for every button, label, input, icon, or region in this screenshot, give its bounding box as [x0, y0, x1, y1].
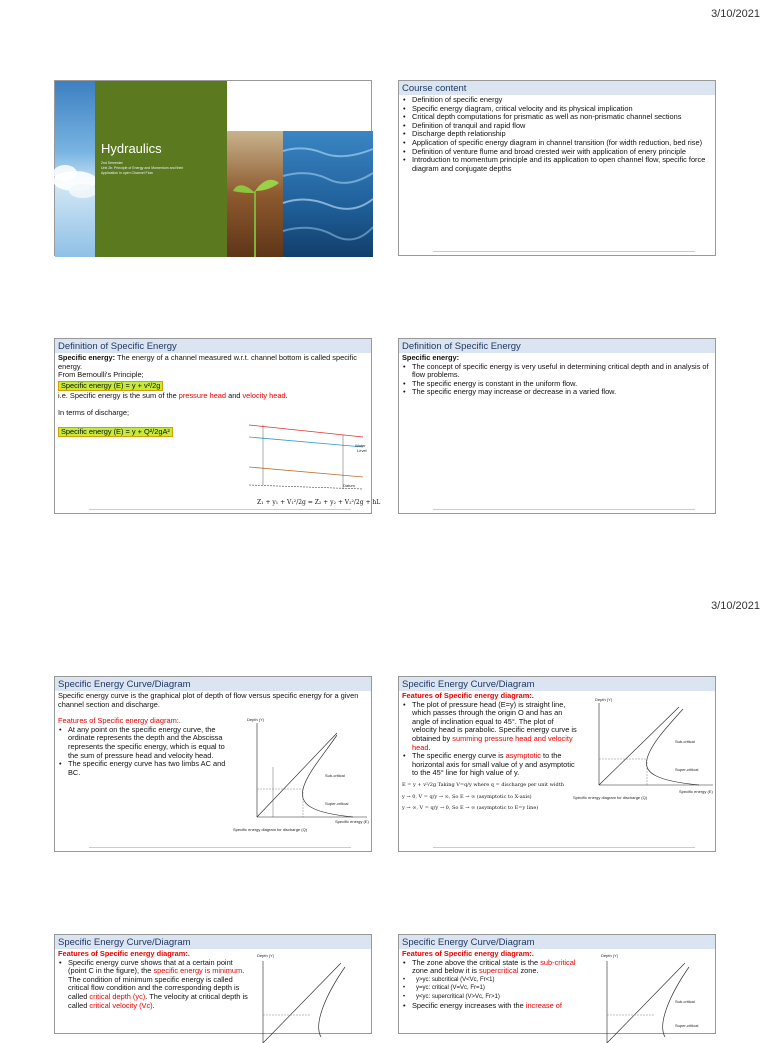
slide-title: Course content: [399, 81, 715, 95]
slide-subtitle-2: Unit 2b: Principle of Energy and Momentum and their: [101, 166, 184, 170]
slide-title: Specific Energy Curve/Diagram: [55, 935, 371, 949]
sub-critical-label: Sub-critical: [675, 739, 695, 744]
page-date-middle: 3/10/2021: [711, 600, 760, 612]
slide-title: Specific Energy Curve/Diagram: [55, 677, 371, 691]
list-item: • The specific energy may increase or decrease in a varied flow.: [402, 388, 712, 397]
features-heading: Features of Specific energy diagram:.: [58, 949, 190, 958]
sub-critical-label: Sub-critical: [675, 999, 695, 1004]
slide-footer: [399, 846, 715, 849]
list-item: • Specific energy curve shows that at a certain point (point C in the figure), the specific energy is minimum. The condition of minimum specific energy is called critical flow condition and the corresponding depth is called critical depth (yc). The velocity at critical depth is called critical velocity (Vc).: [58, 959, 248, 1011]
intro-paragraph: Specific energy curve is the graphical plot of depth of flow versus specific energy for a given channel section and discharge.: [58, 691, 359, 709]
page-date-top: 3/10/2021: [711, 8, 760, 20]
features-heading: Features of Specific energy diagram:.: [58, 716, 181, 726]
features-list: [58, 959, 248, 1011]
axis-x-label: Specific energy (E): [335, 819, 369, 824]
slide-title: Specific Energy Curve/Diagram: [399, 677, 715, 691]
list-item: • Discharge depth relationship: [402, 130, 712, 139]
slide-specific-energy-curve-4: [398, 934, 716, 1034]
equation-specific-energy-discharge: Specific energy (E) = y + Q²/2gA²: [58, 427, 173, 438]
list-item: • Application of specific energy diagram in channel transition (for width reduction, bed rise): [402, 139, 712, 148]
sky-image: [55, 81, 95, 257]
axis-y-label: Depth (Y): [257, 953, 275, 958]
water-level-label: Water: [355, 443, 366, 448]
definition-paragraph: Specific energy: The energy of a channel measured w.r.t. channel bottom is called specific energy.: [58, 353, 357, 371]
axis-y-label: Depth (Y): [595, 697, 613, 702]
list-item: • Critical depth computations for prismatic as well as non-prismatic channel sections: [402, 113, 712, 122]
slide-specific-energy-curve-3: [54, 934, 372, 1034]
slide-course-content: [398, 80, 716, 256]
axis-x-label: Specific energy (E): [679, 789, 713, 794]
datum-label: Datum: [343, 483, 355, 488]
seedling-image: [227, 131, 283, 257]
list-item: • Specific energy increases with the increase of: [402, 1002, 592, 1011]
slide-title: Specific Energy Curve/Diagram: [399, 935, 715, 949]
discharge-text: In terms of discharge;: [58, 407, 130, 417]
slide-title-hydraulics: [54, 80, 372, 256]
equation-a: E = y + v²/2g Taking V=q/y where q = discharge per unit width: [402, 781, 564, 788]
specific-energy-diagram: [595, 953, 715, 1043]
equation-b: y → 0, V = q/y → ∞, So E → ∞ (asymptotic to X-axis): [402, 793, 532, 800]
list-item: • The plot of pressure head (E=y) is straight line, which passes through the origin O and has an angle of inclination equal to 45°. The plot of velocity head is parabolic. Specific energy curve is obtained by summing pressure head and velocity head.: [402, 701, 578, 753]
specific-energy-diagram: [233, 717, 369, 847]
slide-footer: [55, 846, 371, 849]
super-critical-label: Super-critical: [325, 801, 349, 806]
list-item: • Introduction to momentum principle and its application to open channel flow, specific force diagram and conjugate depths: [402, 156, 712, 173]
water-image: [283, 131, 373, 257]
slide-footer: [55, 508, 371, 511]
sub-critical-label: Sub-critical: [325, 773, 345, 778]
slide-specific-energy-curve-2: [398, 676, 716, 852]
course-content-list: [402, 96, 712, 173]
list-subitem: • y=yc: critical (V=Vc, Fr=1): [402, 984, 592, 993]
slide-definition-specific-energy-2: [398, 338, 716, 514]
energy-line-figure: [243, 419, 381, 509]
list-item: • The specific energy curve is asymptotic to the horizontal axis for small value of y and asymptotic to the 45° line for high value of y.: [402, 752, 578, 778]
list-item: • At any point on the specific energy curve, the ordinate represents the depth and the Abscissa represents the specific energy, which is equal to the sum of pressure head and velocity head.: [58, 726, 234, 760]
slide-footer: [399, 250, 715, 253]
slide-definition-specific-energy-1: [54, 338, 381, 514]
slide-specific-energy-curve-1: [54, 676, 372, 852]
specific-energy-diagram: [573, 697, 715, 817]
sum-sentence: i.e. Specific energy is the sum of the pressure head and velocity head.: [58, 391, 288, 401]
list-item: • The zone above the critical state is the sub-critical zone and below it is supercritical zone.: [402, 959, 592, 976]
list-item: • Definition of tranquil and rapid flow: [402, 122, 712, 131]
features-list: [402, 701, 578, 778]
slide-main-title: Hydraulics: [101, 141, 162, 156]
features-heading: Features of Specific energy diagram:.: [402, 949, 534, 958]
list-subitem: • y<yc: supercritical (V>Vc, Fr>1): [402, 993, 592, 1002]
list-item: • The specific energy curve has two limbs AC and BC.: [58, 760, 234, 777]
slide-subtitle-1: 2nd Semester: [101, 161, 123, 165]
list-item: • Definition of venture flume and broad crested weir with application of enery principle: [402, 148, 712, 157]
figure-caption: Specific energy diagram for discharge (Q): [233, 827, 308, 832]
figure-caption: Specific energy diagram for discharge (Q): [573, 795, 648, 800]
bernoulli-text: From Bernoulli's Principle;: [58, 370, 144, 380]
features-list: [58, 726, 234, 778]
list-subitem: • y>yc: subcritical (V<Vc, Fr<1): [402, 976, 592, 985]
bernoulli-equation: Z₁ + y₁ + V₁²/2g = Z₂ + y₂ + V₂²/2g + hL: [257, 499, 381, 506]
features-heading: Features of Specific energy diagram:.: [402, 691, 534, 700]
specific-energy-diagram: [251, 953, 371, 1043]
list-item: • The specific energy is constant in the uniform flow.: [402, 380, 712, 389]
features-list: [402, 959, 592, 1011]
list-item: • Definition of specific energy: [402, 96, 712, 105]
title-band: [95, 81, 227, 257]
super-critical-label: Super-critical: [675, 1023, 699, 1028]
list-item: • Specific energy diagram, critical velocity and its physical implication: [402, 105, 712, 114]
water-level-label-2: Level: [357, 448, 367, 453]
specific-energy-list: [402, 363, 712, 397]
slide-footer: [399, 508, 715, 511]
equation-specific-energy: Specific energy (E) = y + v²/2g: [58, 381, 163, 392]
super-critical-label: Super-critical: [675, 767, 699, 772]
list-item: • The concept of specific energy is very useful in determining critical depth and in analysis of flow problems.: [402, 363, 712, 380]
equation-c: y → ∞, V = q/y → 0, So E → ∞ (asymptotic to E=y line): [402, 805, 539, 812]
specific-energy-heading: Specific energy:: [402, 353, 460, 362]
slide-title: Definition of Specific Energy: [55, 339, 371, 353]
axis-y-label: Depth (Y): [601, 953, 619, 958]
axis-y-label: Depth (Y): [247, 717, 265, 722]
slide-title: Definition of Specific Energy: [399, 339, 715, 353]
slide-subtitle-3: Application in open Channel Flow: [101, 171, 153, 175]
